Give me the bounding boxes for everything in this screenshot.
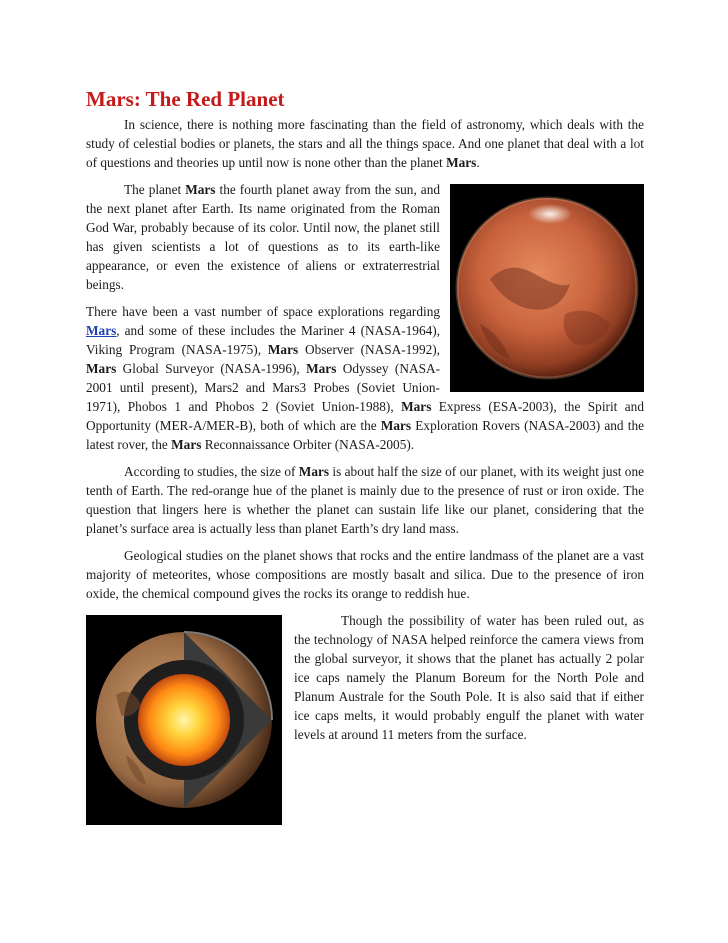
text: Reconnaissance Orbiter (NASA-2005). [201, 437, 415, 452]
text: According to studies, the size of [124, 464, 299, 479]
text: Odyssey (NASA-2001 until present), Mars2 and Mars3 Probes (Soviet Union-1971), Phobos 1 and Phobos 2 (Soviet Union-1988), [86, 361, 440, 414]
text: the fourth planet away from the sun, and the next planet after Earth. Its name originated from the Roman God War, probably because of its color. Until now, the planet still has given scientists a lot of questions as to its earth-like appearance, or even the existence of aliens or extraterrestrial beings. [86, 182, 440, 292]
mars-globe-graphic [450, 184, 644, 392]
paragraph-geology: Geological studies on the planet shows that rocks and the entire landmass of the planet are a vast majority of meteorites, whose compositions are mostly basalt and silica. Due to the presence of iron oxide, the chemical compound gives the rocks its orange to reddish hue. [86, 548, 644, 601]
text: Express (ESA-2003), the Spirit and Opportunity (MER-A/MER-B), both of which are the [86, 399, 644, 433]
text: Observer (NASA-1992), [298, 342, 440, 357]
text: , and some of these includes the Mariner 4 (NASA-1964), Viking Program (NASA-1975), [86, 323, 440, 357]
text: . [476, 155, 480, 170]
bold-mars: Mars [380, 418, 412, 433]
bold-mars: Mars [306, 361, 337, 376]
bold-mars: Mars [267, 342, 299, 357]
page-title: Mars: The Red Planet [86, 87, 285, 111]
text: The planet [124, 182, 186, 197]
paragraph-intro [86, 115, 644, 172]
mars-link[interactable]: Mars [86, 323, 117, 338]
bold-mars: Mars [298, 464, 330, 479]
bold-mars: Mars [446, 155, 477, 170]
text: Global Surveyor (NASA-1996), [116, 361, 307, 376]
document-page [86, 86, 644, 829]
paragraph-size [86, 462, 644, 538]
mars-planet-image [450, 184, 644, 392]
text: Exploration Rovers (NASA-2003) and the latest rover, the [86, 418, 645, 452]
text: There have been a vast number of space explorations regarding [86, 304, 440, 319]
mars-interior-image [86, 615, 282, 825]
text: is about half the size of our planet, with its weight just one tenth of Earth. The red-orange hue of the planet is mainly due to the presence of rust or iron oxide. The question that lingers here is whether the planet can sustain life like our planet, considering that the planet’s surface area is actually less than planet Earth’s dry land mass. [86, 464, 644, 536]
text: In science, there is nothing more fascinating than the field of astronomy, which deals with the study of celestial bodies or planets, the stars and all the things space. And one planet that deal with a lot of questions and theories up until now is none other than the planet [86, 117, 644, 170]
bold-mars: Mars [401, 399, 432, 414]
bold-mars: Mars [185, 182, 216, 197]
bold-mars: Mars [171, 437, 202, 452]
mars-interior-graphic [86, 615, 282, 825]
bold-mars: Mars [86, 361, 117, 376]
paragraph-water: Though the possibility of water has been ruled out, as the technology of NASA helped reinforce the camera views from the global surveyor, it shows that the planet has actually 2 polar ice caps namely the Planum Boreum for the North Pole and Planum Australe for the South Pole. It is also said that if either ice caps melts, it would probably engulf the planet with water levels at around 11 meters from the surface. [294, 613, 644, 742]
